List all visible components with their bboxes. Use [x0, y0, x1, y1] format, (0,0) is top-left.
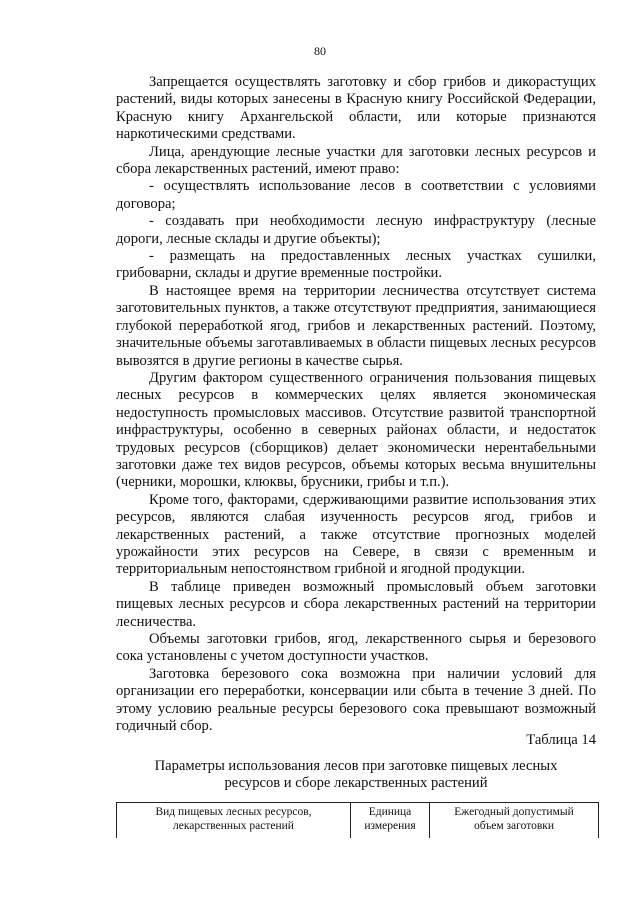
paragraph-table-intro: В таблице приведен возможный промысловый объем заготовки пищевых лесных ресурсов и сбора лекарственных растений на территории лесничества.	[116, 578, 596, 630]
table-caption-line: ресурсов и сборе лекарственных растений	[224, 775, 488, 792]
header-line: Вид пищевых лесных ресурсов,	[155, 806, 312, 818]
table-label: Таблица 14	[526, 732, 596, 748]
paragraph-tenant-rights: Лица, арендующие лесные участки для заготовки лесных ресурсов и сбора лекарственных растений, имеют право:	[116, 143, 596, 178]
table-caption	[116, 758, 596, 793]
list-item-infrastructure: - создавать при необходимости лесную инфраструктуру (лесные дороги, лесные склады и другие объекты);	[116, 213, 596, 247]
paragraph-volumes: Объемы заготовки грибов, ягод, лекарственного сырья и березового сока установлены с учетом доступности участков.	[116, 631, 596, 665]
table-caption-line: Параметры использования лесов при заготовке пищевых лесных	[154, 758, 558, 774]
header-line: объем заготовки	[474, 820, 554, 832]
paragraph-limiting-factor: Другим фактором существенного ограничения пользования пищевых лесных ресурсов в коммерческих целях является экономическая недоступность промысловых массивов. Отсутствие развитой транспортной инфраструктуры, особенно в северных районах области, и недостаток трудовых ресурсов (сборщиков) делает экономически нерентабельными заготовки даже тех видов ресурсов, объемы которых весьма внушительны (черники, морошки, клюквы, брусники, грибы и т.п.).	[116, 369, 596, 491]
page-number: 80	[314, 44, 326, 58]
table-header-row	[117, 803, 599, 839]
header-line: Единица	[368, 806, 412, 818]
header-line: измерения	[364, 820, 416, 832]
list-item-forest-use: - осуществлять использование лесов в соответствии с условиями договора;	[116, 178, 596, 212]
list-item-temporary-buildings: - размещать на предоставленных лесных участках сушилки, грибоварни, склады и другие временные постройки.	[116, 248, 596, 282]
paragraph-prohibition: Запрещается осуществлять заготовку и сбор грибов и дикорастущих растений, виды которых занесены в Красную книгу Российской Федерации, Красную книгу Архангельской области, или которые признаются наркотическими средствами.	[116, 74, 596, 143]
paragraph-birch-sap: Заготовка березового сока возможна при наличии условий для организации его переработки, консервации или сбыта в течение 3 дней. По этому условию реальные ресурсы березового сока превышают возможный годичный сбор.	[116, 665, 596, 735]
paragraph-additional-factors: Кроме того, факторами, сдерживающими развитие использования этих ресурсов, являются слабая изученность ресурсов ягод, грибов и лекарственных растений, а также отсутствие прогнозных моделей урожайности этих ресурсов на Севере, в связи с временным и территориальным непостоянством грибной и ягодной продукции.	[116, 491, 596, 578]
header-unit	[351, 803, 430, 839]
header-line: лекарственных растений	[173, 820, 294, 832]
paragraph-current-situation: В настоящее время на территории лесничества отсутствует система заготовительных пунктов, а также отсутствуют предприятия, занимающиеся глубокой переработкой ягод, грибов и лекарственных растений. Поэтому, значительные объемы заготавливаемых в области пищевых лесных ресурсов вывозятся в другие регионы в качестве сырья.	[116, 282, 596, 369]
header-resource-type	[117, 803, 351, 839]
body-text	[116, 74, 596, 735]
header-line: Ежегодный допустимый	[454, 806, 574, 818]
header-annual-volume	[430, 803, 599, 839]
parameters-table	[116, 802, 599, 838]
